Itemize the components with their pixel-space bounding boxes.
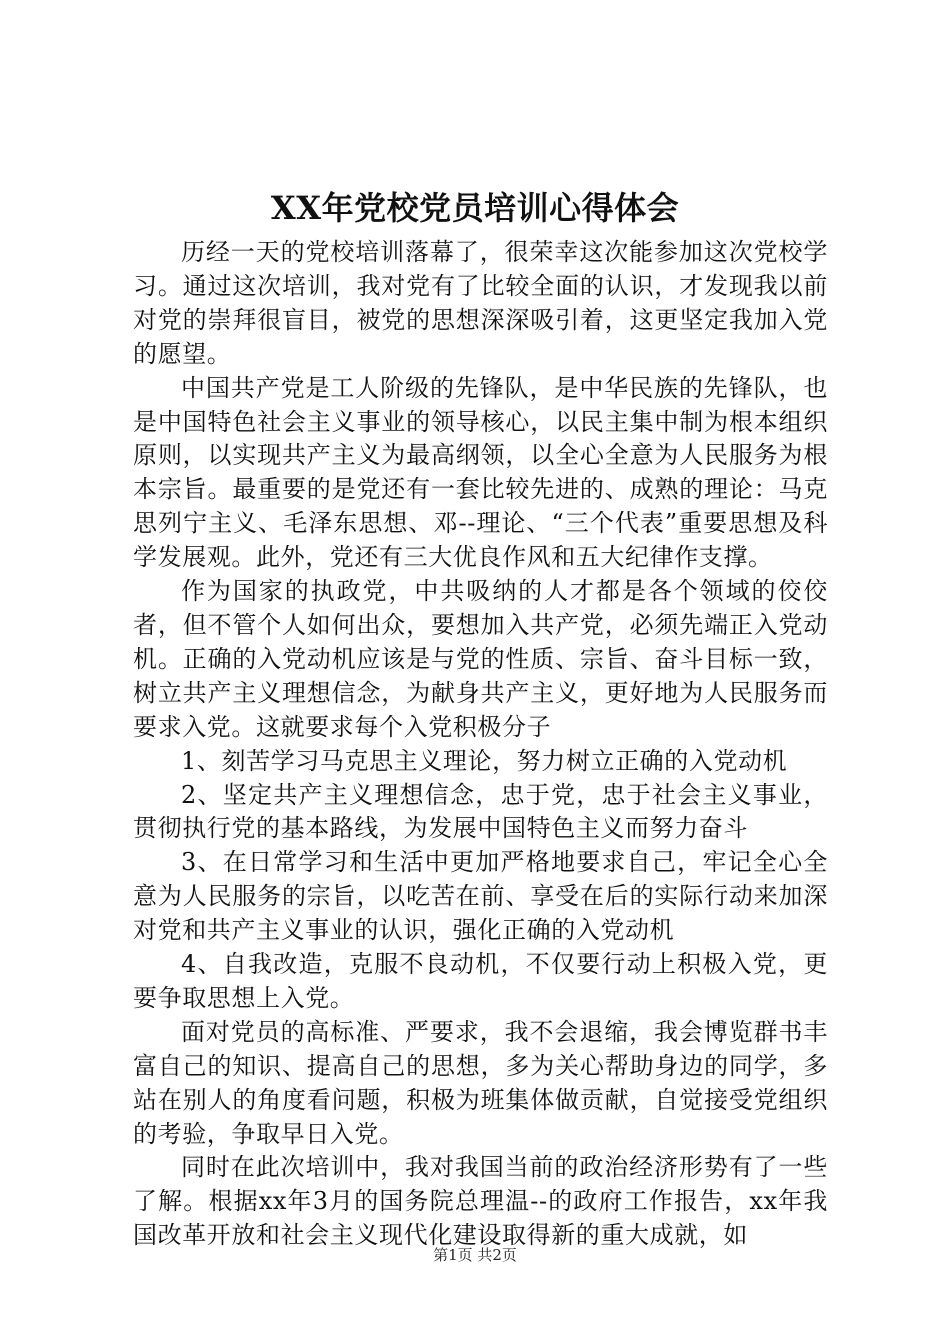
list-item-2: 2、坚定共产主义理想信念，忠于党，忠于社会主义事业，贯彻执行党的基本路线，为发展中国特色主义而努力奋斗	[133, 780, 828, 843]
paragraph-commitment: 面对党员的高标准、严要求，我不会退缩，我会博览群书丰富自己的知识、提高自己的思想，多为关心帮助身边的同学，多站在别人的角度看问题，积极为班集体做贡献，自觉接受党组织的考验，争取早日入党。	[133, 1017, 828, 1148]
page-footer: 第1页 共2页	[433, 1246, 517, 1264]
paragraph-intro: 历经一天的党校培训落幕了，很荣幸这次能参加这次党校学习。通过这次培训，我对党有了比较全面的认识，才发现我以前对党的崇拜很盲目，被党的思想深深吸引着，这更坚定我加入党的愿望。	[133, 238, 828, 368]
list-item-4: 4、自我改造，克服不良动机，不仅要行动上积极入党，更要争取思想上入党。	[133, 950, 828, 1012]
paragraph-motivation: 作为国家的执政党，中共吸纳的人才都是各个领域的佼佼者，但不管个人如何出众，要想加入共产党，必须先端正入党动机。正确的入党动机应该是与党的性质、宗旨、奋斗目标一致，树立共产主义理想信念，为献身共产主义，更好地为人民服务而要求入党。这就要求每个入党积极分子	[133, 577, 828, 741]
paragraph-party-nature: 中国共产党是工人阶级的先锋队，是中华民族的先锋队，也是中国特色社会主义事业的领导核心，以民主集中制为根本组织原则，以实现共产主义为最高纲领，以全心全意为人民服务为根本宗旨。最重要的是党还有一套比较先进的、成熟的理论：马克思列宁主义、毛泽东思想、邓--理论、“三个代表”重要思想及科学发展观。此外，党还有三大优良作风和五大纪律作支撑。	[133, 373, 828, 572]
list-item-3: 3、在日常学习和生活中更加严格地要求自己，牢记全心全意为人民服务的宗旨，以吃苦在前、享受在后的实际行动来加深对党和共产主义事业的认识，强化正确的入党动机	[133, 848, 828, 945]
document-title: XX年党校党员培训心得体会	[270, 189, 680, 227]
list-item-1: 1、刻苦学习马克思主义理论，努力树立正确的入党动机	[181, 746, 788, 775]
document-body	[133, 236, 828, 1253]
paragraph-situation: 同时在此次培训中，我对我国当前的政治经济形势有了一些了解。根据xx年3月的国务院总理温--的政府工作报告，xx年我国改革开放和社会主义现代化建设取得新的重大成就，如	[133, 1153, 828, 1250]
